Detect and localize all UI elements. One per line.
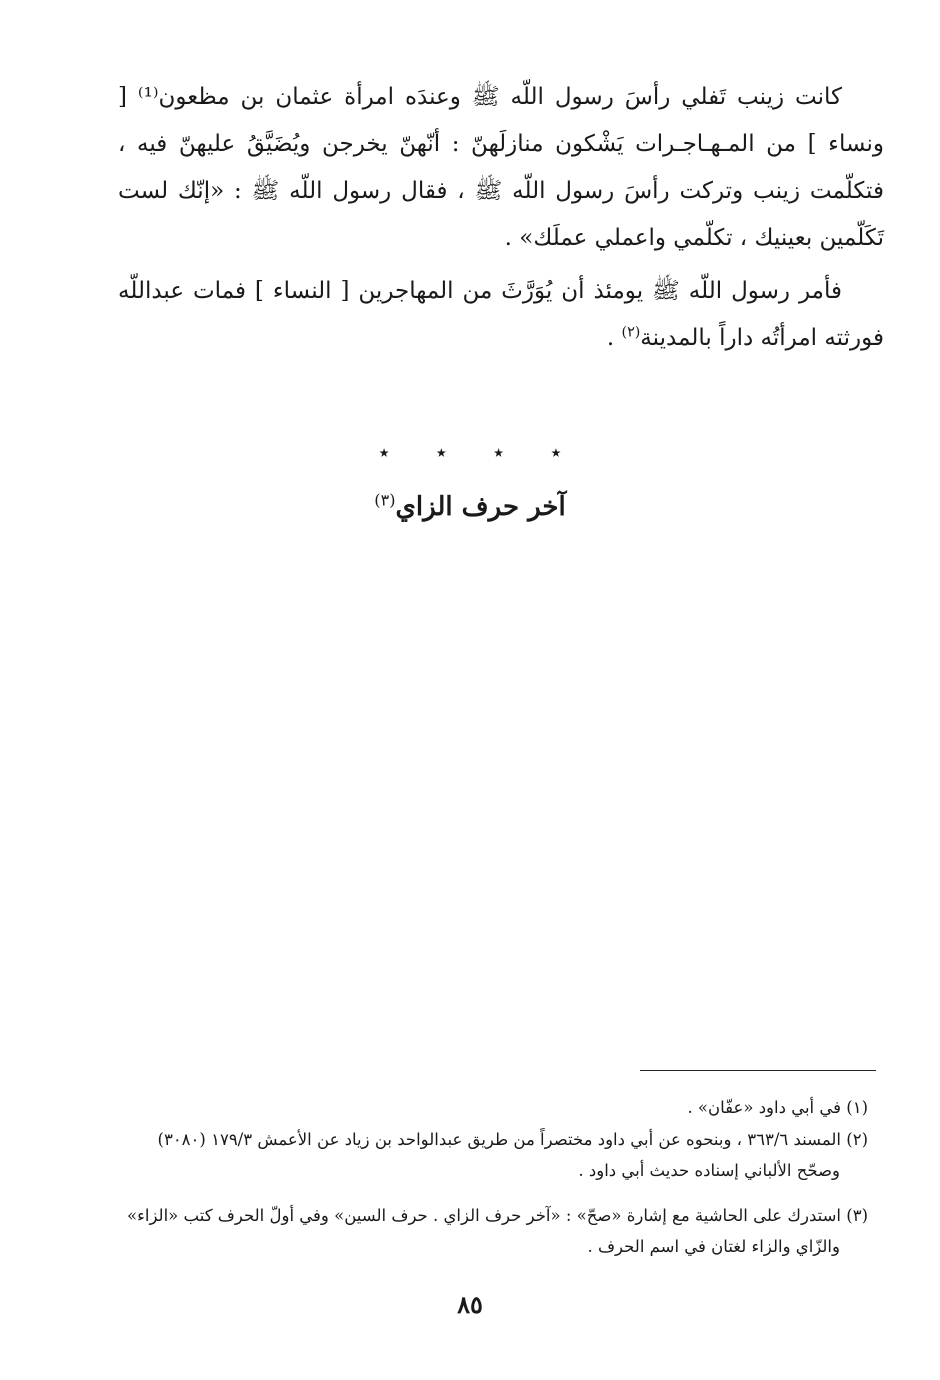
footnote-1-line: (١) في أبي داود «عفّان» .	[687, 1098, 868, 1117]
paragraph-1: كانت زينب تَفلي رأسَ رسول اللّه ﷺ وعندَه امرأة عثمان بن مظعون⁽¹⁾ [ ونساء ] من المـهـاجـرات يَشْكون منازلَهنّ : أنّهنّ يخرجن ويُضَيَّقُ عليهنّ فيه ، فتكلّمت زينب وتركت رأسَ رسول اللّه ﷺ ، فقال رسول اللّه ﷺ : «إنّك لست تَكَلّمين بعينيك ، تكلّمي واعملي عملَك» .	[118, 84, 884, 251]
asterisk-ornament: ٭	[550, 440, 562, 464]
footnote-divider	[640, 1070, 876, 1071]
footnote-ref-2: (٢)	[621, 324, 641, 341]
asterisk-ornament: ٭	[378, 440, 390, 464]
section-separator	[0, 440, 940, 464]
footnote-2-line-1: (٢) المسند ٣٦٣/٦ ، وبنحوه عن أبي داود مختصراً من طريق عبدالواحد بن زياد عن الأعمش ١٧٩/٣ (٣٠٨٠)	[157, 1130, 868, 1149]
paragraph-2-text: فأمر رسول اللّه ﷺ يومئذ أن يُوَرَّثَ من المهاجرين [ النساء ] فمات عبداللّه فورثته امرأتُه داراً بالمدينة	[118, 278, 884, 351]
footnote-2-line-2: وصحّح الألباني إسناده حديث أبي داود .	[578, 1161, 840, 1180]
asterisk-ornament: ٭	[493, 440, 505, 464]
paragraph-2-end: .	[606, 325, 622, 351]
footnote-3-line-2: والزّاي والزاء لغتان في اسم الحرف .	[587, 1237, 840, 1256]
footnote-2	[108, 1124, 868, 1186]
asterisk-ornament: ٭	[435, 440, 447, 464]
footnote-1	[108, 1092, 868, 1123]
heading-text: آخر حرف الزاي	[395, 492, 566, 522]
paragraph-2	[118, 268, 884, 362]
footnote-ref-3: (٣)	[374, 490, 396, 510]
page-number: ٨٥	[457, 1290, 483, 1319]
footnote-3	[108, 1200, 868, 1262]
section-heading	[0, 492, 940, 522]
footnote-3-line-1: (٣) استدرك على الحاشية مع إشارة «صحّ» : «آخر حرف الزاي . حرف السين» وفي أولّ الحرف كتب «الزاء»	[127, 1206, 868, 1225]
